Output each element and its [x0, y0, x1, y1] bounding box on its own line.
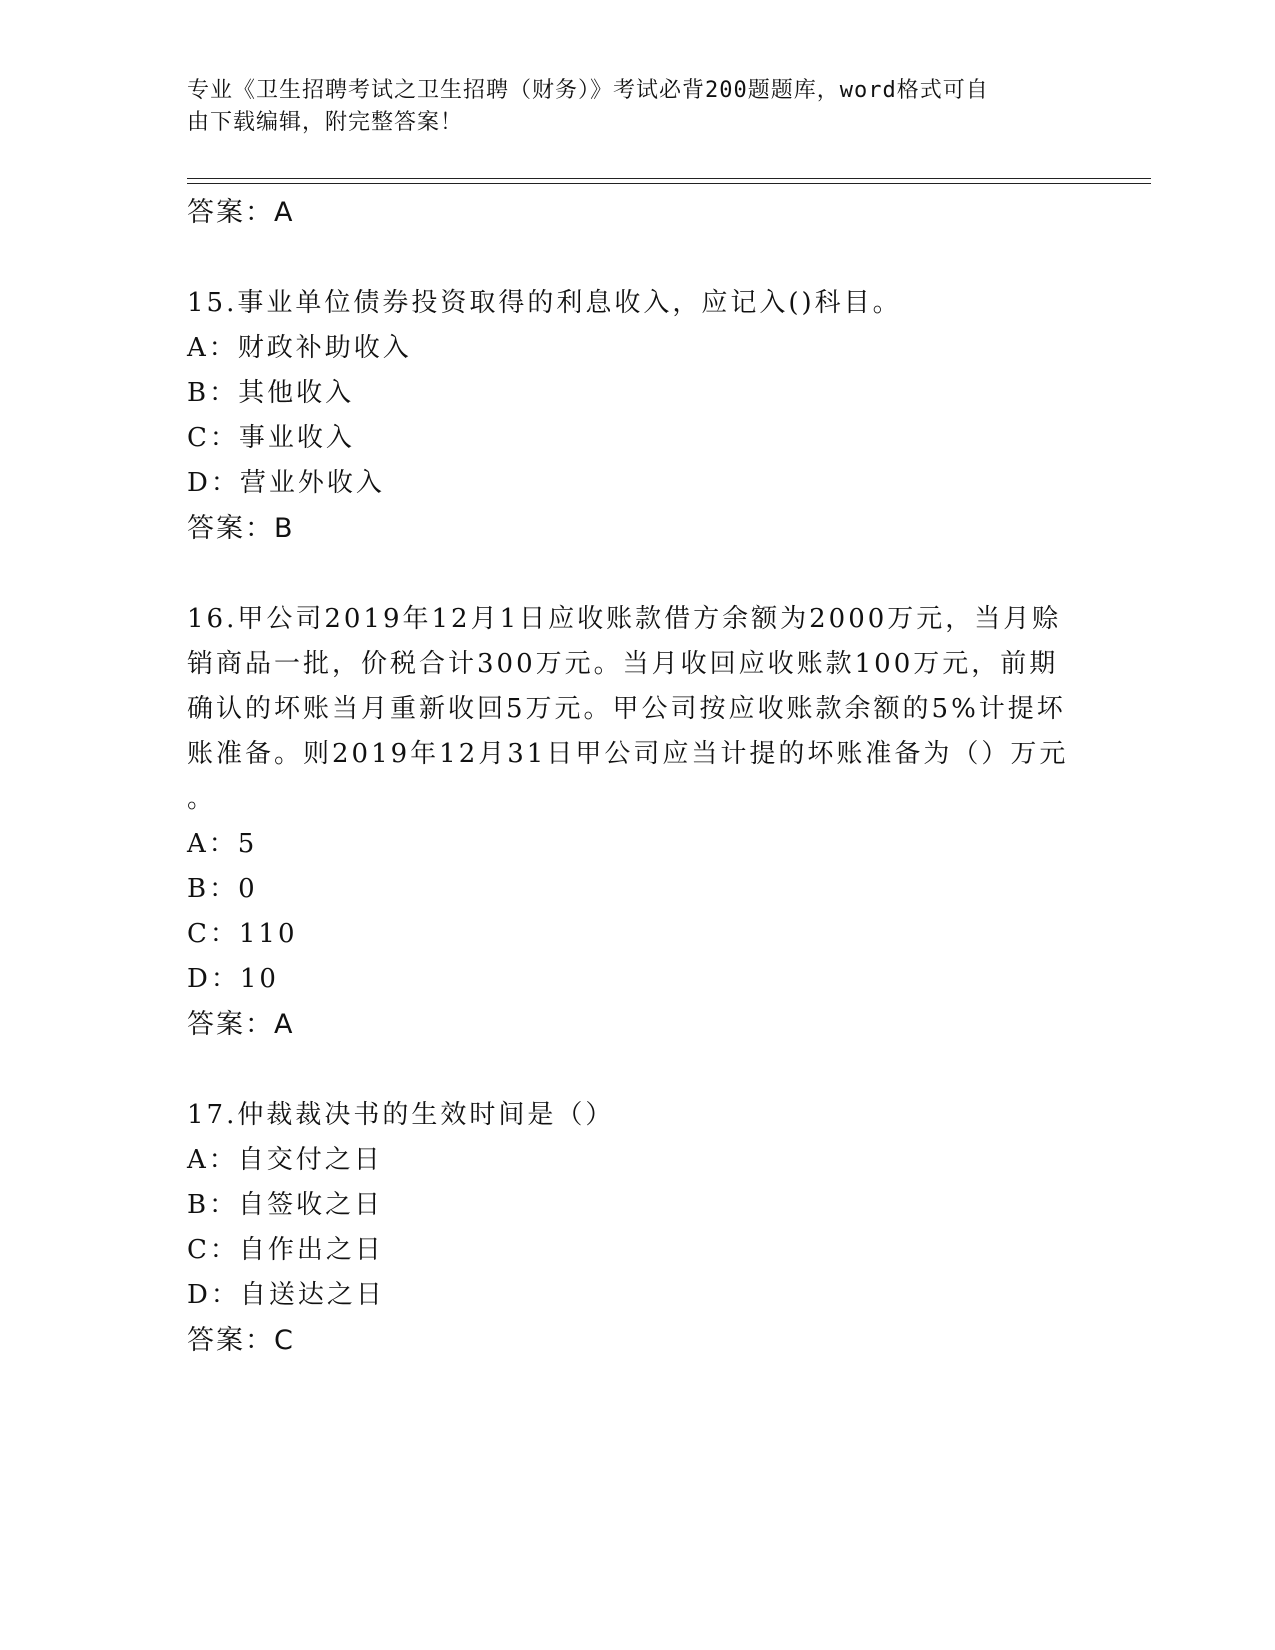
- header-line-2: 由下载编辑，附完整答案！: [187, 110, 464, 135]
- option-d: D：10: [187, 964, 279, 994]
- header-line-1: 专业《卫生招聘考试之卫生招聘（财务）》考试必背200题题库，word格式可自: [187, 78, 989, 103]
- option-c: C：自作出之日: [187, 1235, 384, 1265]
- question-block: [187, 597, 1087, 1047]
- option-c: C：110: [187, 919, 298, 949]
- option-c: C：事业收入: [187, 423, 355, 453]
- option-b: B：0: [187, 874, 258, 904]
- question-stem: 15.事业单位债券投资取得的利息收入，应记入()科目。: [187, 288, 902, 318]
- header-rule-top: [187, 178, 1151, 179]
- header-rule-bottom: [187, 183, 1151, 184]
- option-b: B：自签收之日: [187, 1190, 384, 1220]
- answer-line: 答案：C: [187, 1325, 295, 1356]
- question-stem: 。: [187, 784, 217, 814]
- option-d: D：营业外收入: [187, 468, 385, 498]
- answer-line: 答案：A: [187, 1009, 295, 1040]
- document-body: [187, 190, 1087, 1363]
- question-stem: 16.甲公司2019年12月1日应收账款借方余额为2000万元，当月赊: [187, 604, 1062, 634]
- question-block: [187, 281, 1087, 551]
- question-stem: 账准备。则2019年12月31日甲公司应当计提的坏账准备为（）万元: [187, 739, 1069, 769]
- option-a: A：5: [187, 829, 258, 859]
- question-stem: 确认的坏账当月重新收回5万元。甲公司按应收账款余额的5%计提坏: [187, 694, 1066, 724]
- option-a: A：自交付之日: [187, 1145, 383, 1175]
- answer-line: 答案：A: [187, 197, 295, 228]
- question-stem: 17.仲裁裁决书的生效时间是（）: [187, 1100, 615, 1130]
- question-block: [187, 1093, 1087, 1363]
- option-d: D：自送达之日: [187, 1280, 385, 1310]
- option-b: B：其他收入: [187, 378, 355, 408]
- answer-line: 答案：B: [187, 513, 295, 544]
- document-header: [187, 75, 1087, 139]
- question-stem: 销商品一批，价税合计300万元。当月收回应收账款100万元，前期: [187, 649, 1059, 679]
- option-a: A：财政补助收入: [187, 333, 412, 363]
